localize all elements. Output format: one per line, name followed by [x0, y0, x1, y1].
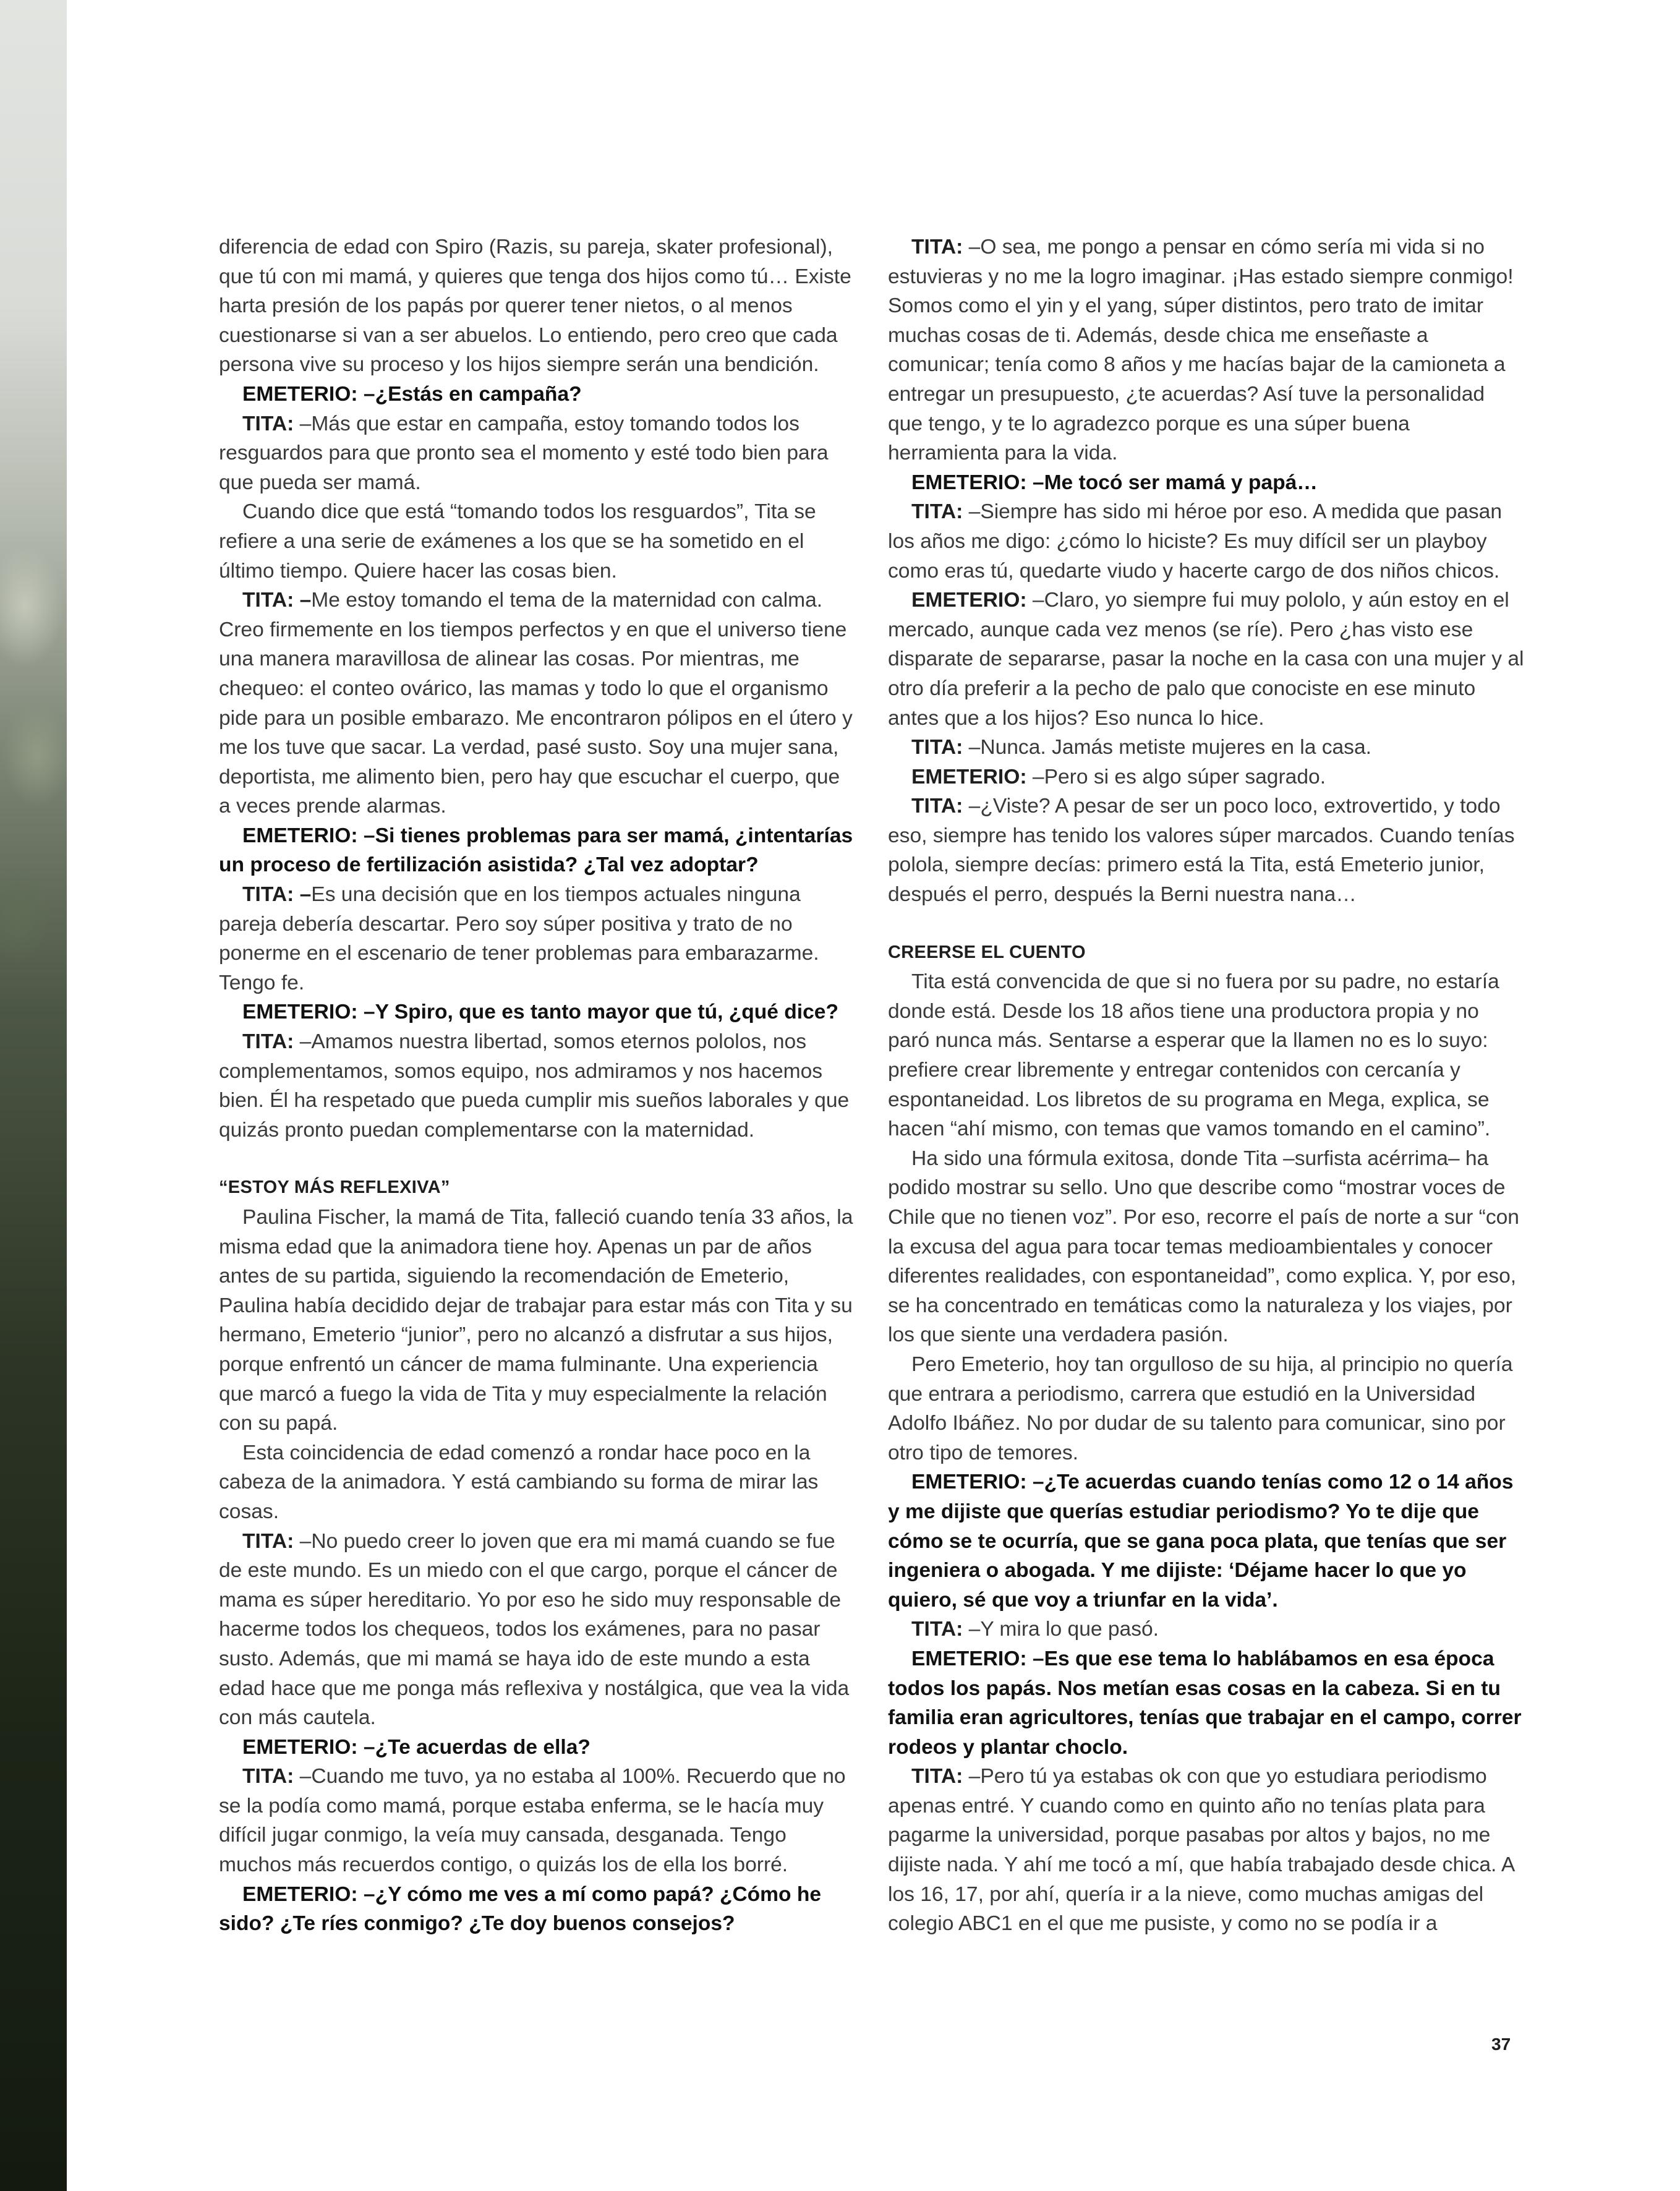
speaker-label: TITA: — [911, 795, 963, 818]
answer-text: –Pero si es algo súper sagrado. — [1032, 765, 1326, 788]
answer-text: –Nunca. Jamás metiste mujeres en la casa. — [968, 736, 1371, 759]
paragraph-text: Pero Emeterio, hoy tan orgulloso de su hija, al principio no quería que entrara a periodismo, carrera que estudió en la Universidad Adolfo Ibáñez. No por dudar de su talento para comunicar, sino por otro tipo de temores. — [888, 1352, 1513, 1464]
question-text: –¿Estás en campaña? — [363, 382, 582, 406]
question-paragraph — [888, 1644, 1525, 1762]
speaker-label: EMETERIO: — [242, 1001, 358, 1024]
answer-paragraph — [219, 409, 856, 498]
paragraph-text: diferencia de edad con Spiro (Razis, su pareja, skater profesional), que tú con mi mamá, y quieres que tenga dos hijos como tú… Existe harta presión de los papás por querer tener nietos, o al menos cuestionarse si van a ser abuelos. Lo entiendo, pero creo que cada persona vive su proceso y los hijos siempre serán una bendición. — [219, 236, 851, 377]
question-text: –¿Y cómo me ves a mí como papá? ¿Cómo he sido? ¿Te ríes conmigo? ¿Te doy buenos consejos? — [219, 1882, 822, 1936]
question-paragraph — [219, 997, 856, 1027]
speaker-label: TITA: — [242, 412, 294, 435]
question-text: –Y Spiro, que es tanto mayor que tú, ¿qué dice? — [363, 1001, 838, 1024]
answer-paragraph — [888, 497, 1525, 586]
speaker-label: TITA: — [911, 1765, 963, 1788]
question-paragraph — [888, 468, 1525, 498]
answer-text: –No puedo creer lo joven que era mi mamá cuando se fue de este mundo. Es un miedo con el que cargo, porque el cáncer de mama es súper hereditario. Yo por eso he sido muy responsable de hacerme todos los chequeos, todos los exámenes, para no pasar susto. Además, que mi mamá se haya ido de este mundo a esta edad hace que me ponga más reflexiva y nostálgica, que vea la vida con más cautela. — [219, 1529, 850, 1730]
paragraph-text: Cuando dice que está “tomando todos los resguardos”, Tita se refiere a una serie de exámenes a los que se ha sometido en el último tiempo. Quiere hacer las cosas bien. — [219, 500, 816, 583]
answer-text: Me estoy tomando el tema de la maternidad con calma. Creo firmemente en los tiempos perfectos y en que el universo tiene una manera maravillosa de alinear las cosas. Por mientras, me chequeo: el conteo ovárico, las mamas y todo lo que el organismo pide para un posible embarazo. Me encontraron pólipos en el útero y me los tuve que sacar. La verdad, pasé susto. Soy una mujer sana, deportista, me alimento bien, pero hay que escuchar el cuerpo, que a veces prende alarmas. — [219, 589, 853, 818]
speaker-label: EMETERIO: — [242, 382, 358, 406]
paragraph — [219, 497, 856, 586]
answer-text: –Pero tú ya estabas ok con que yo estudiara periodismo apenas entré. Y cuando como en quinto año no tenías plata para pagarme la universidad, porque pasabas por altos y bajos, no me dijiste nada. Y ahí me tocó a mí, que había trabajado desde chica. A los 16, 17, por ahí, quería ir a la nieve, como muchas amigas del colegio ABC1 en el que me pusiste, y como no se podía ir a — [888, 1765, 1514, 1936]
paragraph — [888, 1144, 1525, 1350]
speaker-label: EMETERIO: — [911, 471, 1027, 494]
answer-paragraph — [888, 733, 1525, 762]
paragraph-text: Paulina Fischer, la mamá de Tita, falleció cuando tenía 33 años, la misma edad que la animadora tiene hoy. Apenas un par de años antes de su partida, siguiendo la recomendación de Emeterio, Paulina había decidido dejar de trabajar para estar más con Tita y su hermano, Emeterio “junior”, pero no alcanzó a disfrutar a sus hijos, porque enfrentó un cáncer de mama fulminante. Una experiencia que marcó a fuego la vida de Tita y muy especialmente la relación con su papá. — [219, 1206, 853, 1435]
speaker-label: EMETERIO: — [911, 589, 1027, 612]
speaker-label: TITA: — [911, 736, 963, 759]
speaker-label: EMETERIO: — [911, 1647, 1027, 1670]
answer-text: –Amamos nuestra libertad, somos eternos pololos, nos complementamos, somos equipo, nos admiramos y nos hacemos bien. Él ha respetado que pueda cumplir mis sueños laborales y que quizás pronto puedan complementarse con la maternidad. — [219, 1030, 850, 1142]
question-text: –¿Te acuerdas cuando tenías como 12 o 14 años y me dijiste que querías estudiar periodismo? Yo te dije que cómo se te ocurría, que se gana poca plata, que tenías que ser ingeniera o abogada. Y me dijiste: ‘Déjame hacer lo que yo quiero, sé que voy a triunfar en la vida’. — [888, 1471, 1514, 1612]
speaker-label: EMETERIO: — [242, 1882, 358, 1906]
answer-text: –Cuando me tuvo, ya no estaba al 100%. Recuerdo que no se la podía como mamá, porque estaba enferma, se le hacía muy difícil jugar conmigo, la veía muy cansada, desganada. Tengo muchos más recuerdos contigo, o quizás los de ella los borré. — [219, 1765, 846, 1877]
paragraph-text: Tita está convencida de que si no fuera por su padre, no estaría donde está. Desde los 18 años tiene una productora propia y no paró nunca más. Sentarse a esperar que la llamen no es lo suyo: prefiere crear libremente y entregar contenidos con cercanía y espontaneidad. Los libretos de su programa en Mega, explica, se hacen “ahí mismo, con temas que vamos tomando en el camino”. — [888, 970, 1499, 1141]
answer-text: –¿Viste? A pesar de ser un poco loco, extrovertido, y todo eso, siempre has tenido los valores súper marcados. Cuando tenías polola, siempre decías: primero está la Tita, está Emeterio junior, después el perro, después la Berni nuestra nana… — [888, 795, 1515, 907]
foliage-photo-strip — [0, 0, 67, 2191]
answer-paragraph — [888, 762, 1525, 792]
question-paragraph — [219, 1880, 856, 1939]
speaker-label: TITA: — [911, 500, 963, 524]
answer-paragraph — [888, 1615, 1525, 1644]
answer-paragraph — [888, 1762, 1525, 1939]
answer-text: Es una decisión que en los tiempos actuales ninguna pareja debería descartar. Pero soy súper positiva y trato de no ponerme en el escenario de tener problemas para embarazarme. Tengo fe. — [219, 883, 819, 994]
speaker-label: TITA: — [242, 1529, 294, 1553]
section-heading: “ESTOY MÁS REFLEXIVA” — [219, 1177, 450, 1198]
paragraph — [888, 967, 1525, 1144]
left-column — [219, 233, 856, 1939]
answer-paragraph — [888, 586, 1525, 733]
paragraph — [219, 1438, 856, 1527]
paragraph — [219, 1203, 856, 1438]
speaker-label: TITA: — [242, 1765, 294, 1788]
speaker-label: TITA: — [911, 1618, 963, 1641]
paragraph — [219, 233, 856, 380]
answer-paragraph — [219, 586, 856, 821]
answer-paragraph — [219, 1527, 856, 1733]
answer-text: –O sea, me pongo a pensar en cómo sería mi vida si no estuvieras y no me la logro imaginar. ¡Has estado siempre conmigo! Somos como el yin y el yang, súper distintos, pero trato de imitar muchas cosas de ti. Además, desde chica me enseñaste a comunicar; tenía como 8 años y me hacías bajar de la camioneta a entregar un presupuesto, ¿te acuerdas? Así tuve la personalidad que tengo, y te lo agradezco porque es una súper buena herramienta para la vida. — [888, 236, 1514, 465]
speaker-label: EMETERIO: — [242, 1735, 358, 1759]
speaker-label: EMETERIO: — [911, 1471, 1027, 1494]
speaker-label: EMETERIO: — [911, 765, 1027, 788]
answer-paragraph — [219, 880, 856, 997]
answer-paragraph — [219, 1762, 856, 1879]
answer-paragraph — [888, 792, 1525, 909]
question-paragraph — [888, 1467, 1525, 1615]
right-column — [888, 233, 1525, 1939]
paragraph — [888, 1350, 1525, 1467]
answer-paragraph — [888, 233, 1525, 468]
speaker-label: EMETERIO: — [242, 824, 358, 847]
answer-text: –Siempre has sido mi héroe por eso. A medida que pasan los años me digo: ¿cómo lo hiciste? Es muy difícil ser un playboy como eras tú, quedarte viudo y hacerte cargo de dos niños chicos. — [888, 500, 1503, 583]
question-paragraph — [219, 1733, 856, 1762]
paragraph-text: Esta coincidencia de edad comenzó a rondar hace poco en la cabeza de la animadora. Y está cambiando su forma de mirar las cosas. — [219, 1441, 819, 1523]
section-heading: CREERSE EL CUENTO — [888, 942, 1086, 962]
page-number: 37 — [1491, 2035, 1511, 2054]
question-text: –Me tocó ser mamá y papá… — [1032, 471, 1318, 494]
speaker-label: TITA: – — [242, 883, 312, 907]
answer-paragraph — [219, 1027, 856, 1145]
speaker-label: TITA: – — [242, 589, 312, 612]
question-paragraph — [219, 380, 856, 409]
question-text: –¿Te acuerdas de ella? — [363, 1735, 591, 1759]
question-text: –Es que ese tema lo hablábamos en esa época todos los papás. Nos metían esas cosas en la cabeza. Si en tu familia eran agricultores, tenías que trabajar en el campo, correr rodeos y plantar choclo. — [888, 1647, 1522, 1759]
answer-text: –Más que estar en campaña, estoy tomando todos los resguardos para que pronto sea el momento y esté todo bien para que pueda ser mamá. — [219, 412, 829, 494]
speaker-label: TITA: — [242, 1030, 294, 1054]
speaker-label: TITA: — [911, 236, 963, 258]
paragraph-text: Ha sido una fórmula exitosa, donde Tita –surfista acérrima– ha podido mostrar su sello. Uno que describe como “mostrar voces de Chile que no tienen voz”. Por eso, recorre el país de norte a sur “con la excusa del agua para tocar temas medioambientales y conocer diferentes realidades, con espontaneidad”, como explica. Y, por eso, se ha concentrado en temáticas como la naturaleza y los viajes, por los que siente una verdadera pasión. — [888, 1147, 1519, 1347]
question-paragraph — [219, 821, 856, 880]
answer-text: –Claro, yo siempre fui muy pololo, y aún estoy en el mercado, aunque cada vez menos (se ríe). Pero ¿has visto ese disparate de separarse, pasar la noche en la casa con una mujer y al otro día preferir a la pecho de palo que conociste en ese minuto antes que a los hijos? Eso nunca lo hice. — [888, 589, 1524, 730]
question-text: –Si tienes problemas para ser mamá, ¿intentarías un proceso de fertilización asistida? ¿Tal vez adoptar? — [219, 824, 853, 877]
answer-text: –Y mira lo que pasó. — [968, 1618, 1159, 1641]
